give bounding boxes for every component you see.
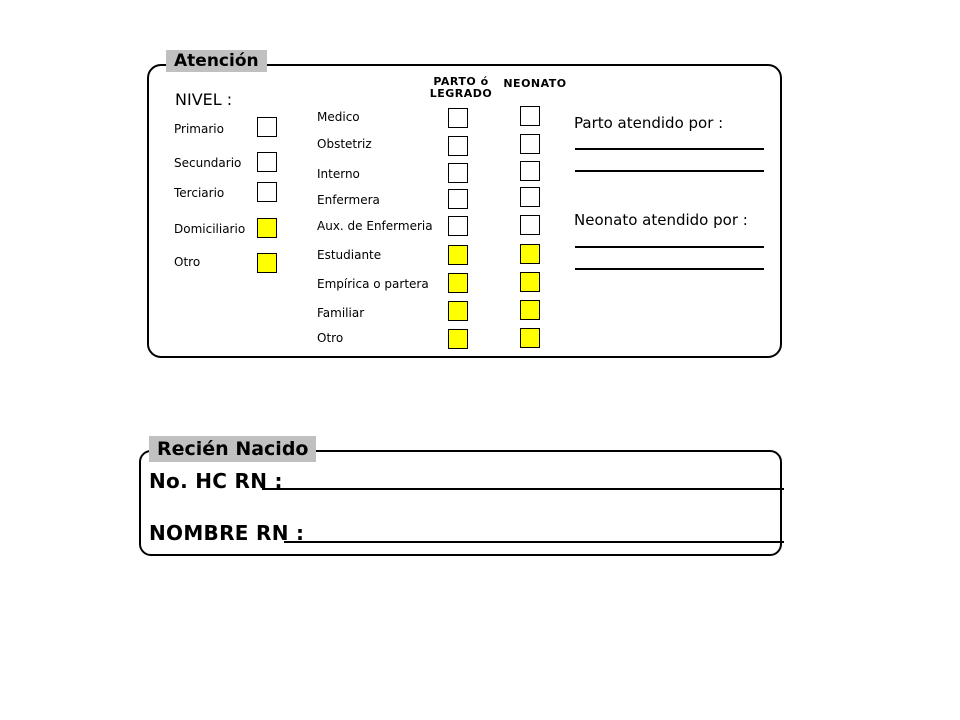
- nivel-heading: NIVEL :: [175, 90, 233, 109]
- nombre-rn-line[interactable]: [284, 541, 784, 543]
- neonato-checkbox-otro[interactable]: [520, 328, 540, 348]
- column-header-parto-line1: PARTO ó: [433, 75, 489, 88]
- column-header-parto: [424, 76, 498, 100]
- parto-checkbox-obstetriz[interactable]: [448, 136, 468, 156]
- neonato-atendido-line-1[interactable]: [575, 246, 764, 248]
- nivel-label-otro: Otro: [174, 255, 201, 269]
- recien-nacido-title: Recién Nacido: [149, 436, 316, 462]
- parto-atendido-label: Parto atendido por :: [574, 114, 724, 132]
- neonato-checkbox-enfermera[interactable]: [520, 187, 540, 207]
- hc-rn-label: No. HC RN :: [149, 469, 283, 493]
- neonato-checkbox-obstetriz[interactable]: [520, 134, 540, 154]
- parto-checkbox-estudiante[interactable]: [448, 245, 468, 265]
- nivel-checkbox-terciario[interactable]: [257, 182, 277, 202]
- nivel-checkbox-otro[interactable]: [257, 253, 277, 273]
- neonato-checkbox-interno[interactable]: [520, 161, 540, 181]
- neonato-checkbox-estudiante[interactable]: [520, 244, 540, 264]
- personal-label-empirica-partera: Empírica o partera: [317, 277, 429, 291]
- nombre-rn-label: NOMBRE RN :: [149, 521, 305, 545]
- parto-checkbox-enfermera[interactable]: [448, 189, 468, 209]
- parto-atendido-line-2[interactable]: [575, 170, 764, 172]
- atencion-title: Atención: [166, 50, 267, 72]
- nivel-label-domiciliario: Domiciliario: [174, 222, 246, 236]
- personal-label-medico: Medico: [317, 110, 360, 124]
- column-header-parto-line2: LEGRADO: [429, 87, 493, 100]
- nivel-checkbox-secundario[interactable]: [257, 152, 277, 172]
- neonato-atendido-label: Neonato atendido por :: [574, 211, 748, 229]
- personal-label-familiar: Familiar: [317, 306, 365, 320]
- parto-checkbox-empirica-partera[interactable]: [448, 273, 468, 293]
- neonato-atendido-line-2[interactable]: [575, 268, 764, 270]
- parto-checkbox-familiar[interactable]: [448, 301, 468, 321]
- personal-label-aux-enfermeria: Aux. de Enfermeria: [317, 219, 433, 233]
- personal-label-obstetriz: Obstetriz: [317, 137, 372, 151]
- nivel-label-primario: Primario: [174, 122, 224, 136]
- column-header-neonato: NEONATO: [503, 77, 567, 90]
- nivel-checkbox-primario[interactable]: [257, 117, 277, 137]
- personal-label-enfermera: Enfermera: [317, 193, 380, 207]
- parto-atendido-line-1[interactable]: [575, 148, 764, 150]
- parto-checkbox-otro[interactable]: [448, 329, 468, 349]
- parto-checkbox-aux-enfermeria[interactable]: [448, 216, 468, 236]
- neonato-checkbox-aux-enfermeria[interactable]: [520, 215, 540, 235]
- nivel-label-secundario: Secundario: [174, 156, 242, 170]
- personal-label-estudiante: Estudiante: [317, 248, 382, 262]
- neonato-checkbox-empirica-partera[interactable]: [520, 272, 540, 292]
- neonato-checkbox-medico[interactable]: [520, 106, 540, 126]
- nivel-checkbox-domiciliario[interactable]: [257, 218, 277, 238]
- hc-rn-line[interactable]: [262, 488, 784, 490]
- neonato-checkbox-familiar[interactable]: [520, 300, 540, 320]
- personal-label-interno: Interno: [317, 167, 360, 181]
- parto-checkbox-medico[interactable]: [448, 108, 468, 128]
- parto-checkbox-interno[interactable]: [448, 163, 468, 183]
- nivel-label-terciario: Terciario: [174, 186, 225, 200]
- personal-label-otro: Otro: [317, 331, 344, 345]
